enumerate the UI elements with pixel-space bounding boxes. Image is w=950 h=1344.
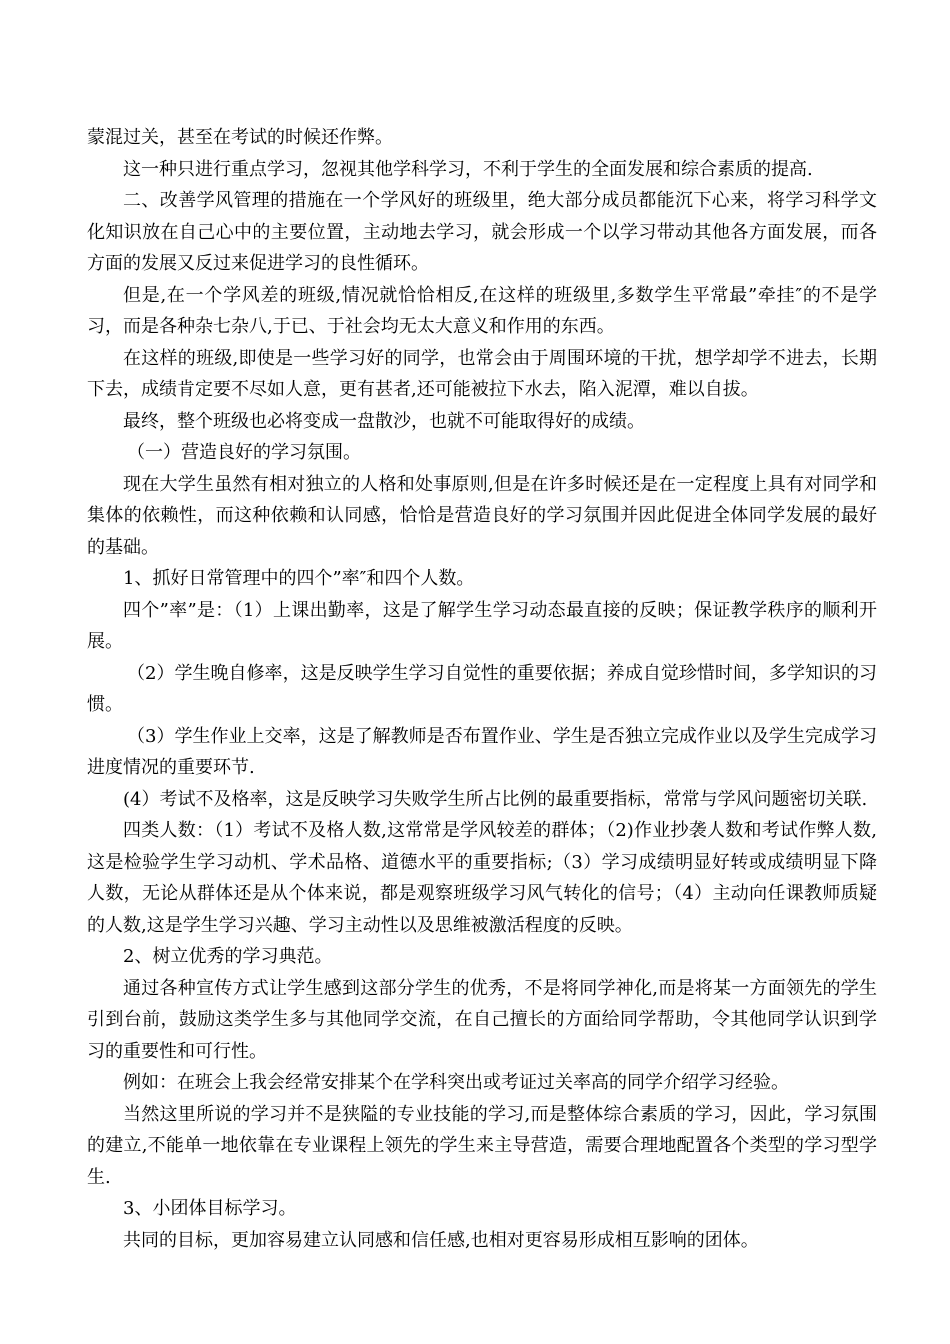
- paragraph: 但是,在一个学风差的班级,情况就恰恰相反,在这样的班级里,多数学生平常最”牵挂″的不是学习，而是各种杂七杂八,于已、于社会均无太大意义和作用的东西。: [87, 284, 877, 337]
- paragraph: 当然这里所说的学习并不是狭隘的专业技能的学习,而是整体综合素质的学习，因此，学习氛围的建立,不能单一地依靠在专业课程上领先的学生来主导营造，需要合理地配置各个类型的学习型学生.: [87, 1103, 877, 1188]
- paragraph: 在这样的班级,即使是一些学习好的同学，也常会由于周围环境的干扰，想学却学不进去，长期下去，成绩肯定要不尽如人意，更有甚者,还可能被拉下水去，陷入泥潭，难以自拔。: [87, 347, 877, 400]
- list-item: （2）学生晚自修率，这是反映学生学习自觉性的重要依据；养成自觉珍惜时间，多学知识的习惯。: [87, 662, 877, 715]
- paragraph: 蒙混过关，甚至在考试的时候还作弊。: [87, 127, 393, 148]
- numbered-heading: 1、抓好日常管理中的四个”率″和四个人数。: [123, 568, 475, 589]
- paragraph: 这一种只进行重点学习，忽视其他学科学习，不利于学生的全面发展和综合素质的提高.: [123, 158, 813, 180]
- paragraph: 四类人数：（1）考试不及格人数,这常常是学风较差的群体；（2)作业抄袭人数和考试作弊人数,这是检验学生学习动机、学术品格、道德水平的重要指标;（3）学习成绩明显好转或成绩明显下降人数，无论从群体还是从个体来说，都是观察班级学习风气转化的信号；（4）主动向任课教师质疑的人数,这是学生学习兴趣、学习主动性以及思维被激活程度的反映。: [87, 820, 877, 936]
- paragraph: 共同的目标，更加容易建立认同感和信任感,也相对更容易形成相互影响的团体。: [123, 1229, 759, 1251]
- section-heading-paragraph: 二、改善学风管理的措施在一个学风好的班级里，绝大部分成员都能沉下心来，将学习科学文化知识放在自己心中的主要位置，主动地去学习，就会形成一个以学习带动其他各方面发展，而各方面的发展又反过来促进学习的良性循环。: [87, 190, 877, 274]
- list-item: （3）学生作业上交率，这是了解教师是否布置作业、学生是否独立完成作业以及学生完成学习进度情况的重要环节.: [87, 725, 877, 778]
- paragraph: 最终，整个班级也必将变成一盘散沙，也就不可能取得好的成绩。: [123, 410, 645, 432]
- paragraph: 四个”率”是：（1）上课出勤率，这是了解学生学习动态最直接的反映；保证教学秩序的顺利开展。: [87, 599, 877, 652]
- numbered-heading: 2、树立优秀的学习典范。: [123, 946, 333, 967]
- paragraph: 现在大学生虽然有相对独立的人格和处事原则,但是在许多时候还是在一定程度上具有对同学和集体的依赖性，而这种依赖和认同感，恰恰是营造良好的学习氛围并因此促进全体同学发展的最好的基础。: [87, 473, 877, 558]
- paragraph: 例如：在班会上我会经常安排某个在学科突出或考证过关率高的同学介绍学习经验。: [123, 1072, 789, 1093]
- paragraph: 通过各种宣传方式让学生感到这部分学生的优秀，不是将同学神化,而是将某一方面领先的学生引到台前，鼓励这类学生多与其他同学交流，在自己擅长的方面给同学帮助，令其他同学认识到学习的重要性和可行性。: [87, 977, 877, 1062]
- numbered-heading: 3、小团体目标学习。: [123, 1198, 297, 1219]
- subsection-heading: （一）营造良好的学习氛围。: [127, 442, 361, 463]
- document-body: [87, 122, 877, 1256]
- list-item: (4）考试不及格率，这是反映学习失败学生所占比例的最重要指标，常常与学风问题密切关联.: [123, 788, 868, 810]
